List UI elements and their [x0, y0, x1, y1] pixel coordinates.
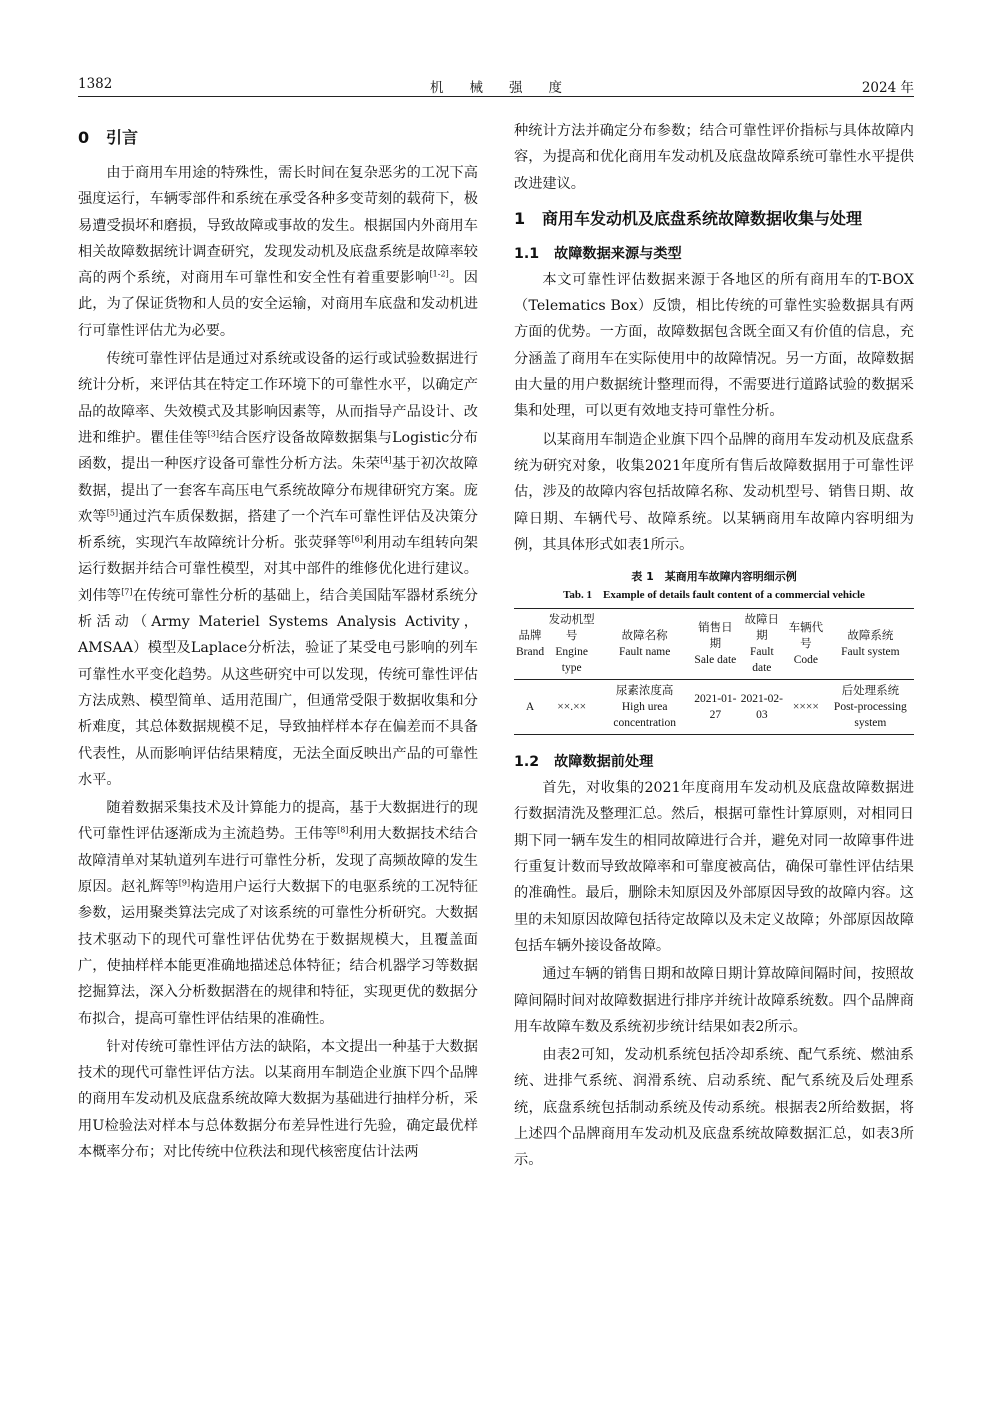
- right-column: [514, 118, 914, 1174]
- paragraph: 针对传统可靠性评估方法的缺陷，本文提出一种基于大数据技术的现代可靠性评估方法。以某商用车制造企业旗下四个品牌的商用车发动机及底盘系统故障大数据为基础进行抽样分析，采用U检验法对样本与总体数据分布差异性进行先验，确定最优样本概率分布；对比传统中位秩法和现代核密度估计法两: [78, 1038, 478, 1160]
- paragraph: 本文可靠性评估数据来源于各地区的所有商用车的T-BOX（Telematics Box）反馈，相比传统的可靠性实验数据具有两方面的优势。一方面，故障数据包含既全面又有价值的信息，充分涵盖了商用车在实际使用中的故障情况。另一方面，故障数据由大量的用户数据统计整理而得，不需要进行道路试验的数据采集和处理，可以更有效地支持可靠性分析。: [514, 271, 914, 420]
- header-engine-type: 发动机型号 Engine type: [548, 614, 595, 675]
- journal-name: 机械强度: [430, 80, 588, 96]
- paragraph: 由于商用车用途的特殊性，需长时间在复杂恶劣的工况下高强度运行，车辆零部件和系统在承受各种多变苛刻的载荷下，极易遭受损坏和磨损，导致故障或事故的发生。根据国内外商用车相关故障数据统计调查研究，发现发动机及底盘系统是故障率较高的两个系统，对商用车可靠性和安全性有着重要影响[1-2]。因此，为了保证货物和人员的安全运输，对商用车底盘和发动机进行可靠性评估尤为必要。: [78, 165, 478, 339]
- subsection-heading-1-1: 1.1 故障数据来源与类型: [514, 245, 682, 262]
- header-fault-system: 故障系统 Fault system: [841, 630, 900, 659]
- cell-fault-date: 2021-02-03: [740, 693, 783, 722]
- paragraph: 传统可靠性评估是通过对系统或设备的运行或试验数据进行统计分析，来评估其在特定工作环境下的可靠性水平，以确定产品的故障率、失效模式及其影响因素等，从而指导产品设计、改进和维护。瞿佳佳等[3]结合医疗设备故障数据集与Logistic分布函数，提出一种医疗设备可靠性分析方法。朱荣[4]基于初次故障数据，提出了一套客车高压电气系统故障分布规律研究方案。庞欢等[5]通过汽车质保数据，搭建了一个汽车可靠性评估及决策分析系统，实现汽车故障统计分析。张荧驿等[6]利用动车组转向架运行数据并结合可靠性模型，对其中部件的维修优化进行建议。刘伟等[7]在传统可靠性分析的基础上，结合美国陆军器材系统分析活动（Army Materiel Systems Analysis Activity，AMSAA）模型及Laplace分析法，验证了某受电弓影响的列车可靠性水平变化趋势。从这些研究中可以发现，传统可靠性评估方法成熟、模型简单、适用范围广，但通常受限于数据收集和分析难度，其总体数据规模不足，导致抽样样本存在偏差而不具备代表性，从而影响评估结果精度，无法全面反映出产品的可靠性水平。: [78, 351, 478, 788]
- table-row: [514, 680, 914, 735]
- table-caption-en: Tab. 1 Example of details fault content of a commercial vehicle: [563, 589, 865, 602]
- cell-sale-date: 2021-01-27: [694, 693, 737, 722]
- table-header-row: [514, 609, 914, 680]
- table-caption-cn: 表 1 某商用车故障内容明细示例: [631, 570, 797, 584]
- paragraph: 随着数据采集技术及计算能力的提高，基于大数据进行的现代可靠性评估逐渐成为主流趋势。王伟等[8]利用大数据技术结合故障清单对某轨道列车进行可靠性分析，发现了高频故障的发生原因。赵礼辉等[9]构造用户运行大数据下的电驱系统的工况特征参数，运用聚类算法完成了对该系统的可靠性分析研究。大数据技术驱动下的现代可靠性评估优势在于数据规模大，且覆盖面广，使抽样样本能更准确地描述总体特征；结合机器学习等数据挖掘算法，深入分析数据潜在的规律和特征，实现更优的数据分布拟合，提高可靠性评估结果的准确性。: [78, 800, 478, 1027]
- header-fault-date: 故障日期 Fault date: [744, 614, 780, 675]
- page-number: 1382: [78, 76, 113, 92]
- left-column: [78, 118, 478, 1165]
- header-fault-name: 故障名称 Fault name: [618, 630, 671, 659]
- cell-brand: A: [525, 701, 535, 714]
- header-sale-date: 销售日期 Sale date: [694, 622, 737, 667]
- paragraph: 种统计方法并确定分布参数；结合可靠性评价指标与具体故障内容，为提高和优化商用车发动机及底盘故障系统可靠性水平提供改进建议。: [514, 123, 914, 192]
- header-brand: 品牌 Brand: [516, 630, 545, 659]
- paragraph: 通过车辆的销售日期和故障日期计算故障间隔时间，按照故障间隔时间对故障数据进行排序并统计故障系统数。四个品牌商用车故障车数及系统初步统计结果如表2所示。: [514, 966, 914, 1035]
- paragraph: 以某商用车制造企业旗下四个品牌的商用车发动机及底盘系统为研究对象，收集2021年度所有售后故障数据用于可靠性评估，涉及的故障内容包括故障名称、发动机型号、销售日期、故障日期、车辆代号、故障系统。以某辆商用车故障内容明细为例，其具体形式如表1所示。: [514, 431, 914, 553]
- paragraph: 由表2可知，发动机系统包括冷却系统、配气系统、燃油系统、进排气系统、润滑系统、启动系统、配气系统及后处理系统，底盘系统包括制动系统及传动系统。根据表2所给数据，将上述四个品牌商用车发动机及底盘系统故障数据汇总，如表3所示。: [514, 1047, 914, 1169]
- journal-year: 2024 年: [861, 80, 914, 96]
- fault-details-table: [514, 608, 914, 735]
- section-heading-0: 0 引言: [78, 128, 139, 147]
- cell-fault-system: 后处理系统 Post-processing system: [833, 685, 907, 730]
- cell-code: ××××: [792, 701, 819, 714]
- section-heading-1: 1 商用车发动机及底盘系统故障数据收集与处理: [514, 208, 863, 228]
- cell-fault-name: 尿素浓度高 High urea concentration: [613, 685, 676, 730]
- running-header: [78, 76, 914, 97]
- paragraph: 首先，对收集的2021年度商用车发动机及底盘故障数据进行数据清洗及整理汇总。然后，根据可靠性计算原则，对相同日期下同一辆车发生的相同故障进行合并，避免对同一故障事件进行重复计数而导致故障率和可靠度被高估，确保可靠性评估结果的准确性。最后，删除未知原因及外部原因导致的故障内容。这里的未知原因故障包括待定故障以及未定义故障；外部原因故障包括车辆外接设备故障。: [514, 780, 914, 954]
- header-code: 车辆代号 Code: [788, 622, 824, 667]
- subsection-heading-1-2: 1.2 故障数据前处理: [514, 754, 654, 771]
- cell-engine: ××.××: [557, 701, 587, 714]
